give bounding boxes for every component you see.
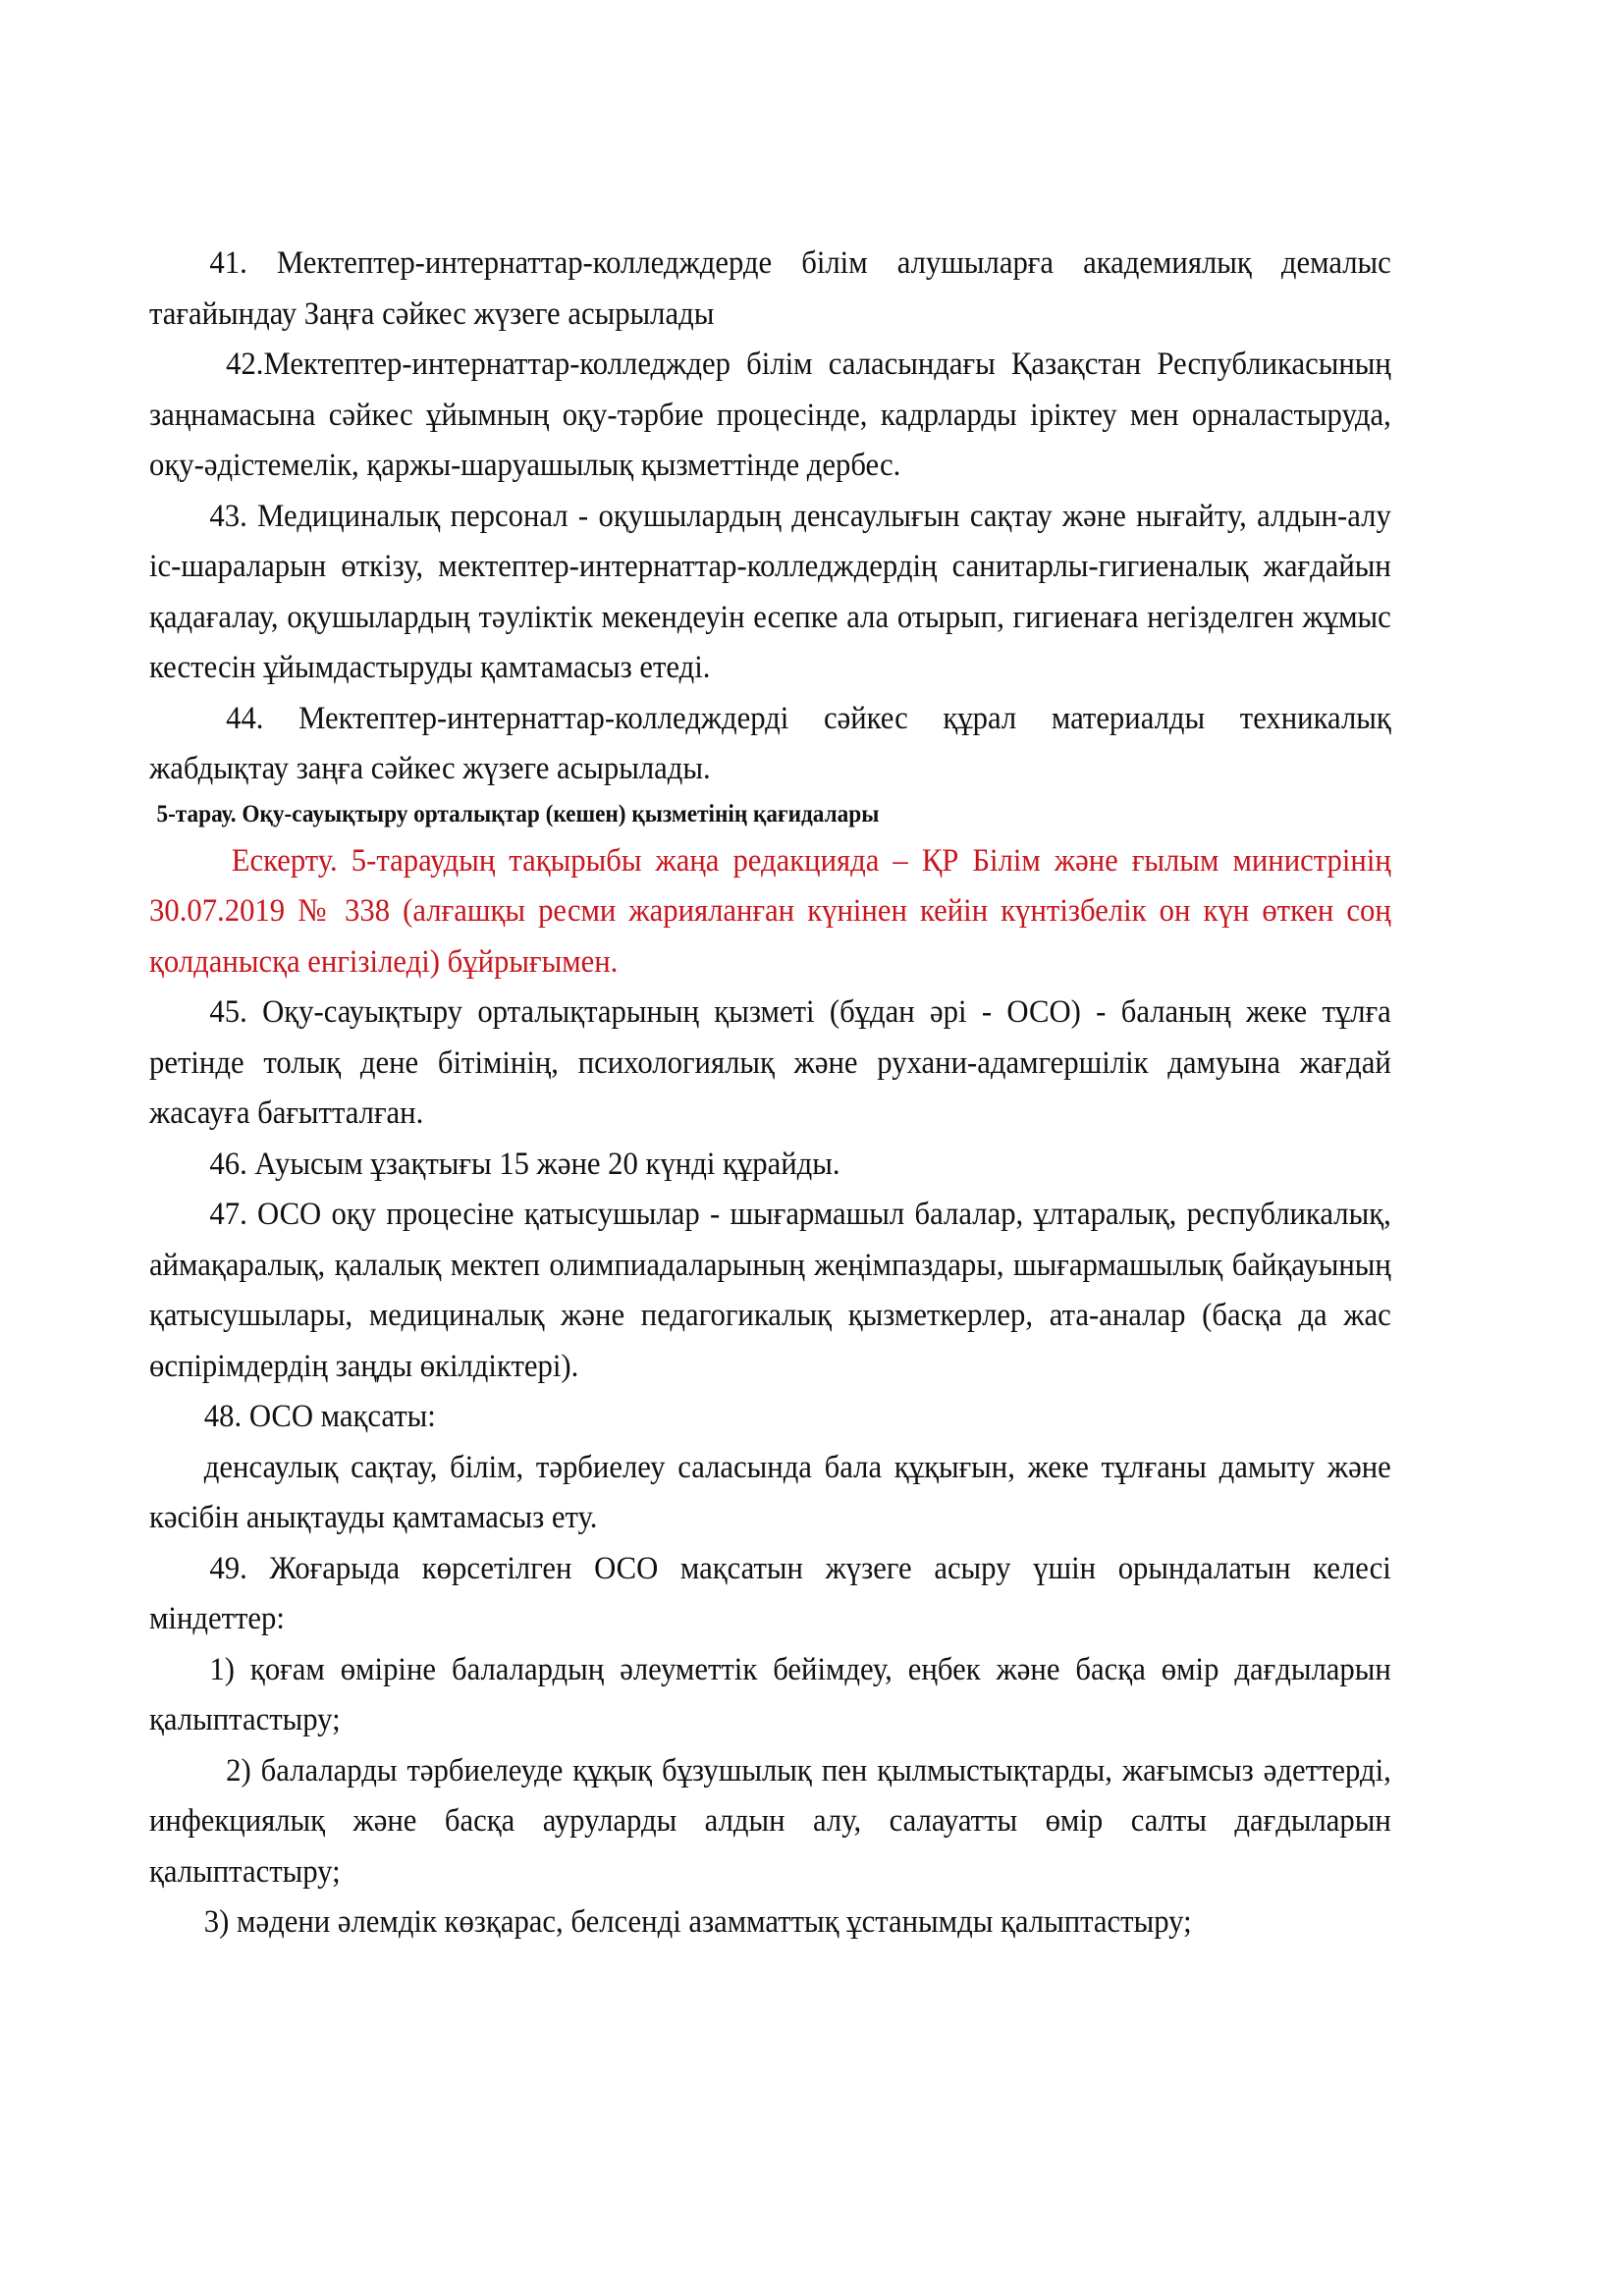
paragraph-49: 49. Жоғарыда көрсетілген ОСО мақсатын жүзеге асыру үшін орындалатын келесі міндеттер: [149, 1550, 1391, 1636]
paragraph-46: 46. Ауысым ұзақтығы 15 және 20 күнді құрайды. [209, 1146, 840, 1182]
paragraph-48: 48. ОСО мақсаты: [203, 1399, 436, 1434]
list-item-1: 1) қоғам өміріне балалардың әлеуметтік бейімдеу, еңбек және басқа өмір дағдыларын қалыптастыру; [149, 1651, 1391, 1737]
paragraph-48-goal: денсаулық сақтау, білім, тәрбиелеу саласында бала құқығын, жеке тұлғаны дамыту және кәсібін анықтауды қамтамасыз ету. [149, 1449, 1391, 1535]
list-item-2: 2) балаларды тәрбиелеуде құқық бұзушылық пен қылмыстықтарды, жағымсыз әдеттерді, инфекциялық және басқа ауруларды алдын алу, салауатты өмір салты дағдыларын қалыптастыру; [149, 1752, 1391, 1890]
paragraph-42: 42.Мектептер-интернаттар-колледждер білім саласындағы Қазақстан Республикасының заңнамасына сәйкес ұйымның оқу-тәрбие процесінде, кадрларды іріктеу мен орналастыруда, оқу-әдістемелік, қаржы-шаруашылық қызметтінде дербес. [149, 347, 1391, 483]
paragraph-44: 44. Мектептер-интернаттар-колледждерді сәйкес құрал материалды техникалық жабдықтау заңға сәйкес жүзеге асырылады. [149, 700, 1391, 786]
paragraph-41: 41. Мектептер-интернаттар-колледждерде білім алушыларға академиялық демалыс тағайындау Заңға сәйкес жүзеге асырылады [149, 245, 1391, 332]
paragraph-43: 43. Медициналық персонал - оқушылардың денсаулығын сақтау және нығайту, алдын-алу іс-шараларын өткізу, мектептер-интернаттар-колледждердің санитарлы-гигиеналық жағдайын қадағалау, оқушылардың тәуліктік мекендеуін есепке ала отырып, гигиенаға негізделген жұмыс кестесін ұйымдастыруды қамтамасыз етеді. [149, 498, 1391, 685]
editorial-note: Ескерту. 5-тараудың тақырыбы жаңа редакцияда – ҚР Білім және ғылым министрінің 30.07.2019 № 338 (алғашқы ресми жарияланған күнінен кейін күнтізбелік он күн өткен соң қолданысқа енгізіледі) бұйрығымен. [149, 842, 1391, 980]
paragraph-47: 47. ОСО оқу процесіне қатысушылар - шығармашыл балалар, ұлтаралық, республикалық, аймақаралық, қалалық мектеп олимпиадаларының жеңімпаздары, шығармашылық байқауының қатысушылары, медициналық және педагогикалық қызметкерлер, ата-аналар (басқа да жас өспірімдердің заңды өкілдіктері). [149, 1197, 1391, 1384]
paragraph-45: 45. Оқу-сауықтыру орталықтарының қызметі (бұдан әрі - ОСО) - баланың жеке тұлға ретінде толық дене бітімінің, психологиялық және рухани-адамгершілік дамуына жағдай жасауға бағытталған. [149, 994, 1391, 1131]
list-item-3: 3) мәдени әлемдік көзқарас, белсенді азамматтық ұстанымды қалыптастыру; [203, 1904, 1192, 1940]
section-heading: 5-тарау. Оқу-сауықтыру орталықтар (кешен) қызметінің қағидалары [156, 800, 880, 828]
document-page [149, 239, 1391, 1949]
